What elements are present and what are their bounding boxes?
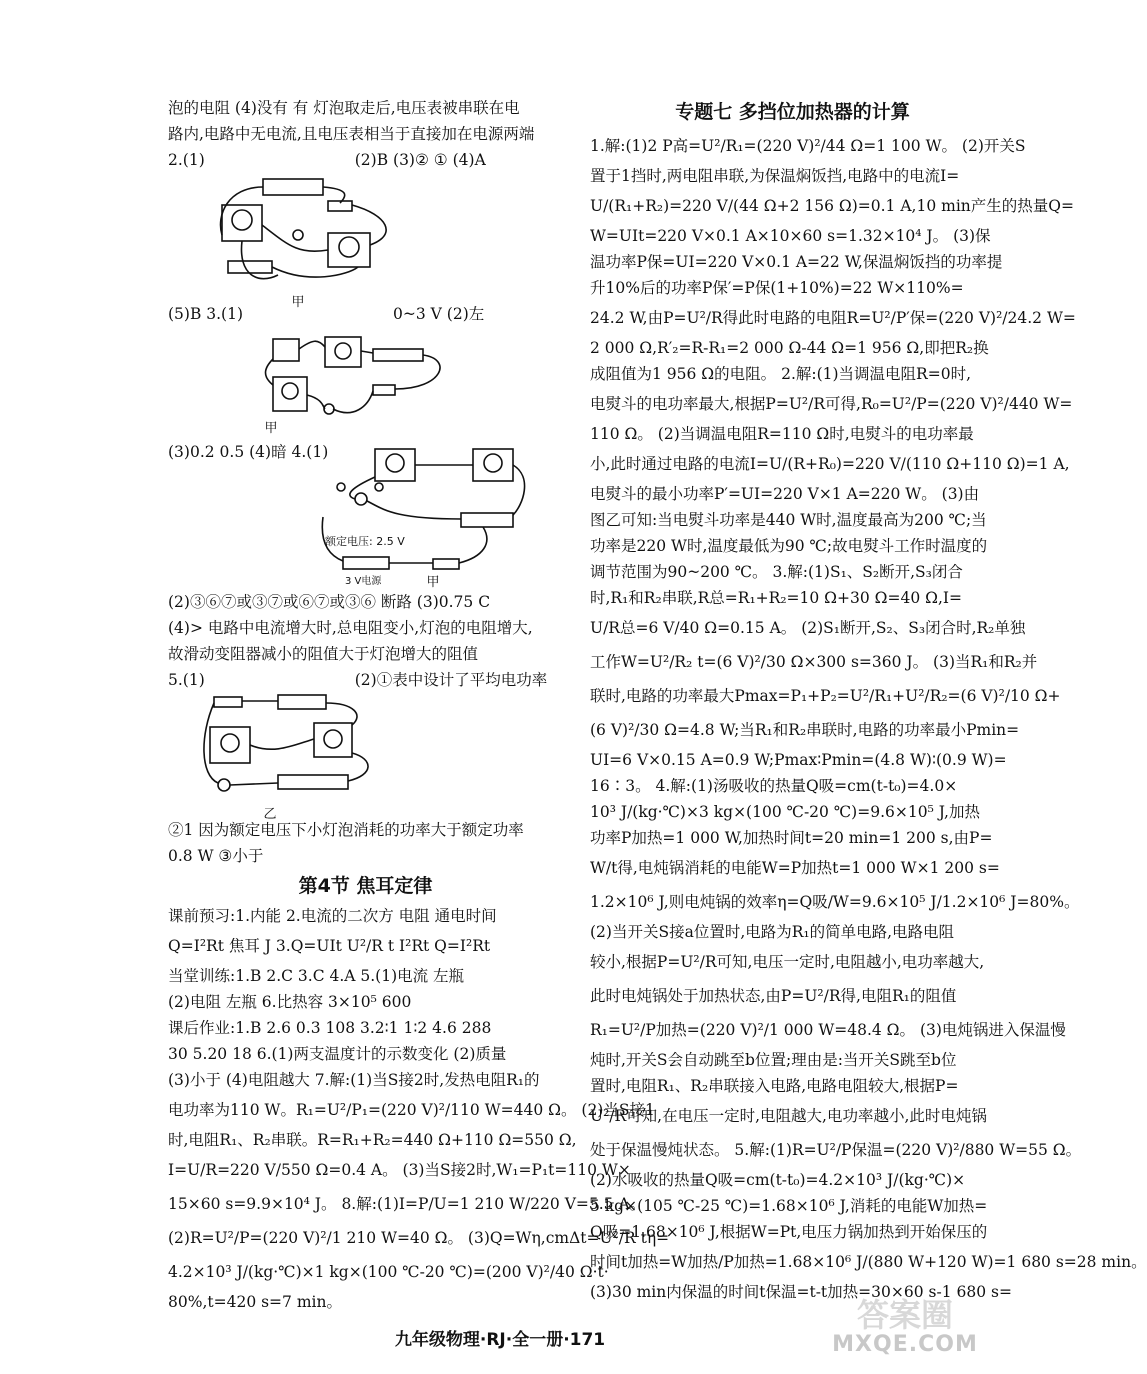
text-line: Q吸=1.68×10⁶ J,根据W=Pt,电压力锅加热到开始保压的	[590, 1223, 988, 1241]
text-line: (2)水吸收的热量Q吸=cm(t-t₀)=4.2×10³ J/(kg·℃)×	[590, 1171, 966, 1189]
text-line: 24.2 W,由P=U²/R得此时电路的电阻R=U²/P′保=(220 V)²/24.2 W=	[590, 309, 1076, 327]
text-line: 课后作业:1.B 2.6 0.3 108 3.2∶1 1∶2 4.6 288	[168, 1019, 492, 1037]
text-fragment: (5)B 3.(1)	[168, 305, 244, 323]
text-line: Q=I²Rt 焦耳 J 3.Q=UIt U²/R t I²Rt Q=I²Rt	[168, 937, 491, 955]
text-line: 时,R₁和R₂串联,R总=R₁+R₂=10 Ω+30 Ω=40 Ω,I=	[590, 589, 963, 607]
circuit-figure-1	[208, 175, 448, 310]
text-line	[168, 301, 563, 327]
text-line: 电熨斗的最小功率P′=UI=220 V×1 A=220 W。 (3)由	[590, 485, 980, 503]
circuit-diagram	[208, 175, 448, 295]
text-line: 16∶3。 4.解:(1)汤吸收的热量Q吸=cm(t-t₀)=4.0×	[590, 777, 958, 795]
text-line: 时间t加热=W加热/P加热=1.68×10⁶ J/(880 W+120 W)=1 680 s=28 min。	[590, 1253, 1147, 1271]
figure-caption: 乙	[263, 807, 277, 822]
text-line: 功率P加热=1 000 W,加热时间t=20 min=1 200 s,由P=	[590, 829, 993, 847]
text-line: 置于1挡时,两电阻串联,为保温焖饭挡,电路中的电流I=	[590, 167, 960, 185]
circuit-figure-2	[263, 329, 503, 436]
text-line: 1.2×10⁶ J,则电炖锅的效率η=Q吸/W=9.6×10⁵ J/1.2×10⁶ J=80%。	[590, 893, 1080, 911]
watermark-url: MXQE.COM	[832, 1332, 978, 1357]
text-line: U/(R₁+R₂)=220 V/(44 Ω+2 156 Ω)=0.1 A,10 min产生的热量Q=	[590, 197, 1074, 215]
text-line: 温功率P保=UI=220 V×0.1 A=22 W,保温焖饭挡的功率提	[590, 253, 1003, 271]
text-line: 15×60 s=9.9×10⁴ J。 8.解:(1)I=P/U=1 210 W/220 V=5.5 A。	[168, 1195, 646, 1213]
text-line: 图乙可知:当电熨斗功率是440 W时,温度最高为200 ℃;当	[590, 511, 987, 529]
text-line: 2 000 Ω,R′₂=R-R₁=2 000 Ω-44 Ω=1 956 Ω,即把R₂换	[590, 339, 989, 357]
text-line: UI=6 V×0.15 A=0.9 W;Pmax∶Pmin=(4.8 W)∶(0.9 W)=	[590, 751, 1007, 769]
text-line: W/t得,电炖锅消耗的电能W=P加热t=1 000 W×1 200 s=	[590, 859, 1000, 877]
text-line: 小,此时通过电路的电流I=U/(R+R₀)=220 V/(110 Ω+110 Ω)=1 A,	[590, 455, 1070, 473]
text-fragment: (2)B (3)② ① (4)A	[354, 151, 486, 169]
watermark-logo: 答案圈	[856, 1296, 953, 1334]
text-line: 1.解:(1)2 P高=U²/R₁=(220 V)²/44 Ω=1 100 W。 (2)开关S	[590, 137, 1026, 155]
text-line: 电熨斗的电功率最大,根据P=U²/R可得,R₀=U²/P=(220 V)²/440 W=	[590, 395, 1073, 413]
watermark	[815, 1290, 995, 1370]
text-line: 课前预习:1.内能 2.电流的二次方 电阻 通电时间	[168, 907, 497, 925]
text-line: (3)小于 (4)电阻越大 7.解:(1)当S接2时,发热电阻R₁的	[168, 1071, 540, 1089]
text-line: 联时,电路的功率最大Pmax=P₁+P₂=U²/R₁+U²/R₂=(6 V)²/10 Ω+	[590, 687, 1061, 705]
text-fragment: 5.(1)	[168, 671, 205, 689]
text-line: (2)③⑥⑦或③⑦或⑥⑦或③⑥ 断路 (3)0.75 C	[168, 593, 491, 611]
power-source-label: 3 V电源	[345, 576, 382, 587]
text-line: (2)R=U²/P=(220 V)²/1 210 W=40 Ω。 (3)Q=Wη,cmΔt=U²/R tη=	[168, 1229, 670, 1247]
text-line: (4)> 电路中电流增大时,总电阻变小,灯泡的电阻增大,	[168, 619, 533, 637]
text-line: ②1 因为额定电压下小灯泡消耗的功率大于额定功率	[168, 821, 524, 839]
text-line: 0.8 W ③小于	[168, 847, 264, 865]
figure-caption: 甲	[264, 421, 278, 436]
text-line: 置时,电阻R₁、R₂串联接入电路,电路电阻较大,根据P=	[590, 1077, 959, 1095]
text-line: (3)0.2 0.5 (4)暗 4.(1)	[168, 443, 329, 461]
text-line: 升10%后的功率P保′=P保(1+10%)=22 W×110%=	[590, 279, 964, 297]
circuit-diagram	[323, 447, 563, 575]
rated-voltage-label: 额定电压: 2.5 V	[325, 535, 405, 548]
text-line: R₁=U²/P加热=(220 V)²/1 000 W=48.4 Ω。 (3)电炖锅进入保温慢	[590, 1021, 1066, 1039]
text-line: 故滑动变阻器减小的阻值大于灯泡增大的阻值	[168, 645, 479, 663]
text-line: 10³ J/(kg·℃)×3 kg×(100 ℃-20 ℃)=9.6×10⁵ J,加热	[590, 803, 980, 821]
text-line: 时,电阻R₁、R₂串联。R=R₁+R₂=440 Ω+110 Ω=550 Ω,	[168, 1131, 577, 1149]
text-line: 成阻值为1 956 Ω的电阻。 2.解:(1)当调温电阻R=0时,	[590, 365, 971, 383]
text-line: 4.2×10³ J/(kg·℃)×1 kg×(100 ℃-20 ℃)=(200 V)²/40 Ω·t·	[168, 1263, 609, 1281]
text-line: U/R总=6 V/40 Ω=0.15 A。 (2)S₁断开,S₂、S₃闭合时,R₂单独	[590, 619, 1026, 637]
text-line: 此时电炖锅处于加热状态,由P=U²/R得,电阻R₁的阻值	[590, 987, 957, 1005]
text-line: 5 kg×(105 ℃-25 ℃)=1.68×10⁶ J,消耗的电能W加热=	[590, 1197, 988, 1215]
text-line: 30 5.20 18 6.(1)两支温度计的示数变化 (2)质量	[168, 1045, 507, 1063]
text-line: (3)30 min内保温的时间t保温=t-t加热=30×60 s-1 680 s=	[590, 1283, 1012, 1301]
circuit-diagram	[204, 695, 404, 807]
circuit-diagram	[263, 329, 503, 429]
text-line	[168, 667, 563, 693]
right-column	[590, 95, 1147, 1305]
text-fragment: 0~3 V (2)左	[393, 305, 485, 323]
text-line: 电功率为110 W。R₁=U²/P₁=(220 V)²/110 W=440 Ω。 (2)当S接1	[168, 1101, 655, 1119]
text-line: 处于保温慢炖状态。 5.解:(1)R=U²/P保温=(220 V)²/880 W=55 Ω。	[590, 1141, 1082, 1159]
text-line: (2)电阻 左瓶 6.比热容 3×10⁵ 600	[168, 993, 412, 1011]
text-line: I=U/R=220 V/550 Ω=0.4 A。 (3)当S接2时,W₁=P₁t=110 W×	[168, 1161, 631, 1179]
text-line: 工作W=U²/R₂ t=(6 V)²/30 Ω×300 s=360 J。 (3)当R₁和R₂并	[590, 653, 1038, 671]
text-fragment: 2.(1)	[168, 151, 205, 169]
circuit-figure-3	[323, 447, 563, 590]
left-column	[168, 95, 670, 1315]
text-line: 泡的电阻 (4)没有 有 灯泡取走后,电压表被串联在电	[168, 99, 520, 117]
text-fragment: (2)①表中设计了平均电功率	[354, 671, 548, 689]
figure-caption: 甲	[426, 575, 440, 590]
text-line: U²/R可知,在电压一定时,电阻越大,电功率越小,此时电炖锅	[590, 1107, 987, 1125]
text-line: 110 Ω。 (2)当调温电阻R=110 Ω时,电熨斗的电功率最	[590, 425, 974, 443]
text-line: (2)当开关S接a位置时,电路为R₁的简单电路,电路电阻	[590, 923, 955, 941]
text-line: 较小,根据P=U²/R可知,电压一定时,电阻越小,电功率越大,	[590, 953, 985, 971]
text-line: 功率是220 W时,温度最低为90 ℃;故电熨斗工作时温度的	[590, 537, 988, 555]
text-line	[168, 147, 563, 173]
figure-caption: 甲	[291, 295, 305, 310]
text-line: 调节范围为90~200 ℃。 3.解:(1)S₁、S₂断开,S₃闭合	[590, 563, 963, 581]
text-line: 80%,t=420 s=7 min。	[168, 1293, 342, 1311]
section-heading: 第4节 焦耳定律	[298, 875, 433, 897]
text-line: 当堂训练:1.B 2.C 3.C 4.A 5.(1)电流 左瓶	[168, 967, 465, 985]
page-footer: 九年级物理·RJ·全一册·171	[394, 1330, 606, 1350]
text-line: (6 V)²/30 Ω=4.8 W;当R₁和R₂串联时,电路的功率最小Pmin=	[590, 721, 1020, 739]
text-line: 炖时,开关S会自动跳至b位置;理由是:当开关S跳至b位	[590, 1051, 957, 1069]
circuit-figure-4	[204, 695, 404, 822]
text-line: W=UIt=220 V×0.1 A×10×60 s=1.32×10⁴ J。 (3)保	[590, 227, 991, 245]
text-line: 路内,电路中无电流,且电压表相当于直接加在电源两端	[168, 125, 535, 143]
topic-heading: 专题七 多挡位加热器的计算	[675, 101, 910, 123]
